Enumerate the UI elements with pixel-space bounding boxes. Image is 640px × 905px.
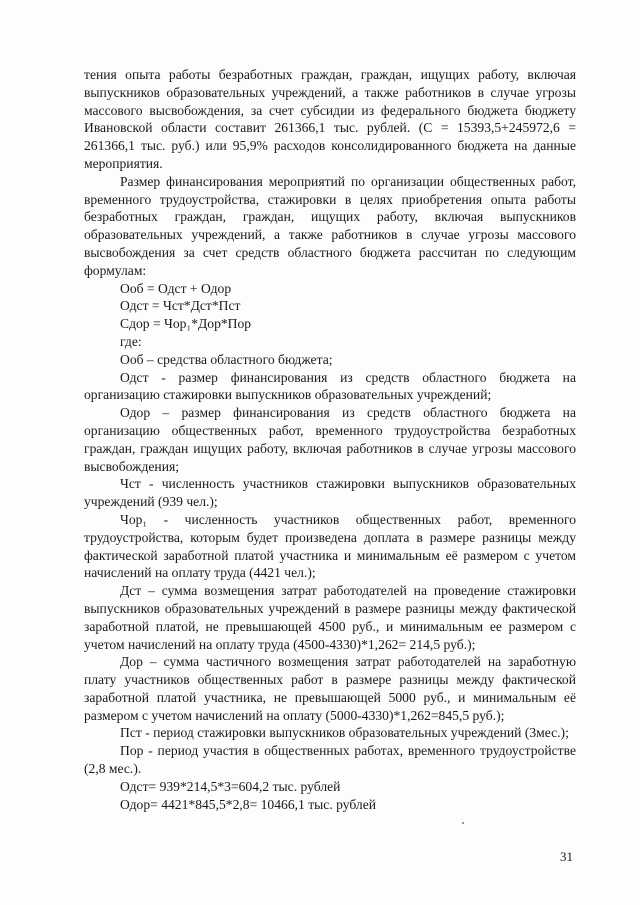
calc-odor: Одор= 4421*845,5*2,8= 10466,1 тыс. рублей	[120, 796, 377, 812]
definition-odst: Одст - размер финансирования из средств областного бюджета на организацию стажировки выпускников образовательных учреждений;	[84, 369, 576, 403]
page-number: 31	[560, 849, 573, 864]
definition-chor: Чор₁ - численность участников общественных работ, временного трудоустройства, которым будет произведена доплата в размере разницы между фактической заработной платой участника и минимальным её размером с учетом начислений на оплату труда (4421 чел.);	[84, 511, 576, 581]
formula-sdor: Сдор = Чор₁*Дор*Пор	[120, 316, 252, 332]
scan-speck	[462, 822, 464, 824]
definition-por: Пор - период участия в общественных работах, временного трудоустройстве (2,8 мес.).	[84, 743, 576, 777]
definition-pst: Пст - период стажировки выпускников образовательных учреждений (3мес.);	[120, 725, 569, 741]
formula-oob: Ооб = Одст + Одор	[120, 280, 232, 296]
paragraph-1: тения опыта работы безработных граждан, граждан, ищущих работу, включая выпускников образовательных учреждений, а также работников в случае угрозы массового высвобождения, за счет субсидии из федерального бюджета бюджету Ивановской области составит 261366,1 тыс. рублей. (С = 15393,5+245972,6 = 261366,1 тыс. руб.) или 95,9% расходов консолидированного бюджета на данные мероприятия.	[84, 67, 576, 171]
calc-odst: Одст= 939*214,5*3=604,2 тыс. рублей	[120, 778, 341, 794]
formula-odst: Одст = Чст*Дст*Пст	[120, 298, 241, 314]
paragraph-2: Размер финансирования мероприятий по организации общественных работ, временного трудоустройства, стажировки в целях приобретения опыта работы безработных граждан, граждан, ищущих работу, включая выпускников образовательных учреждений, а также работников в случае угрозы массового высвобождения за счет средств областного бюджета рассчитан по следующим формулам:	[84, 173, 576, 278]
definition-odor: Одор – размер финансирования из средств областного бюджета на организацию общественных работ, временного трудоустройства безработных граждан, граждан ищущих работу, включая работников в случае угрозы массового высвобождения;	[84, 405, 576, 474]
definition-chst: Чст - численность участников стажировки выпускников образовательных учреждений (939 чел.);	[84, 476, 576, 510]
definition-dor: Дор – сумма частичного возмещения затрат работодателей на заработную плату участников общественных работ в размере разницы между фактической заработной платой участника, не превышающей 5000 руб., и минимальным её размером с учетом начислений на оплату (5000-4330)*1,262=845,5 руб.);	[84, 654, 576, 723]
where-label: где:	[120, 333, 142, 349]
page-text	[84, 66, 576, 813]
definition-dst: Дст – сумма возмещения затрат работодателей на проведение стажировки выпускников образовательных учреждений в размере разницы между фактической заработной платой, не превышающей 4500 руб., и минимальным ее размером с учетом начислений на оплату труда (4500-4330)*1,262= 214,5 руб.);	[84, 583, 576, 652]
definition-oob: Ооб – средства областного бюджета;	[120, 351, 333, 367]
